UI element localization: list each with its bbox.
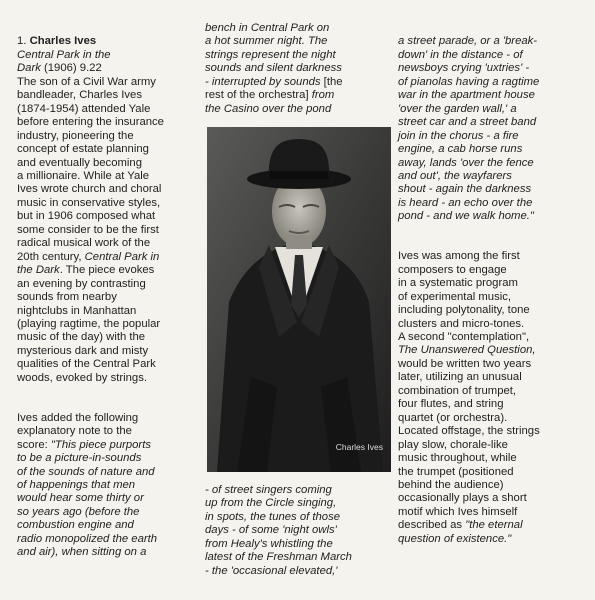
portrait-photo — [207, 127, 391, 472]
composer-name: Charles Ives — [29, 35, 97, 48]
bio-text-b: . The piece evokes an evening by contrasting sounds from nearby nightclubs in Manhattan (playing ragtime, the popular music of the day) with the mysterious dark and misty qualities of the Central Park woods, evoked by strings. — [17, 264, 161, 384]
quote-mid-a: bench in Central Park on a hot summer night. The strings represent the night sounds and silent darkness - interrupted by sounds — [205, 22, 342, 88]
track-heading — [17, 35, 207, 385]
year-duration: (1906) 9.22 — [40, 62, 102, 75]
quote-mid-c: from the Casino over the pond — [205, 89, 335, 115]
photo-caption: Charles Ives — [335, 442, 383, 452]
column-middle-bottom: - of street singers coming up from the Circle singing, in spots, the tunes of those days - of some 'night owls' from Healy's whistling the latest of the Freshman March - the 'occasional elevated,' — [205, 484, 352, 577]
note-paragraph — [17, 412, 207, 560]
exp-quote: "the eternal question of existence." — [398, 519, 523, 545]
exp-work-title: The Unanswered Question, — [398, 344, 536, 357]
column-middle-top — [205, 22, 390, 116]
quote-end: a street parade, or a 'break- down' in the distance - of newsboys crying 'uxtries' - of pianolas having a ragtime war in the apartment house 'over the garden wall,' a street car and a street band join in the chorus - a fire engine, a cab horse runs away, lands 'over the fence and out', the wayfarers shout - again the darkness is heard - an echo over the pond - and we walk home." — [398, 35, 540, 223]
experimental-paragraph — [398, 250, 583, 546]
bio-text-a: The son of a Civil War army bandleader, Charles Ives (1874-1954) attended Yale before entering the insurance industry, pioneering the concept of estate planning and eventually becoming a millionaire. While at Yale Ives wrote church and choral music in conservative styles, but in 1906 composed what some consider to be the first radical musical work of the 20th century, — [17, 75, 164, 263]
bio-work-title: Central Park in the Dark — [17, 250, 160, 277]
exp-text-a: Ives was among the first composers to engage in a systematic program of experimental music, including polytonality, tone clusters and micro-tones. A second "contemplation", — [398, 250, 530, 343]
portrait-figure — [207, 127, 391, 472]
exp-text-b: would be written two years later, utilizing an unusual combination of trumpet, four flutes, and string quartet (or orchestra). Located offstage, the strings play slow, chorale-like music throughout, while the trumpet (positioned behind the audience) occasionally plays a short motif which Ives himself described as — [398, 357, 540, 532]
column-left — [17, 22, 207, 573]
note-quote-start: "This piece purports to be a picture-in-sounds of the sounds of nature and of happenings that men would hear some thirty or so years ago (before the combustion engine and radio monopolized the earth and air), when sitting on a — [17, 438, 158, 559]
column-right — [398, 22, 583, 560]
quote-mid-bracket: [the rest of the orchestra] — [205, 75, 343, 102]
track-number: 1. — [17, 35, 27, 48]
note-intro: Ives added the following explanatory note to the score: — [17, 411, 139, 451]
work-title: Central Park in the Dark — [17, 48, 111, 75]
